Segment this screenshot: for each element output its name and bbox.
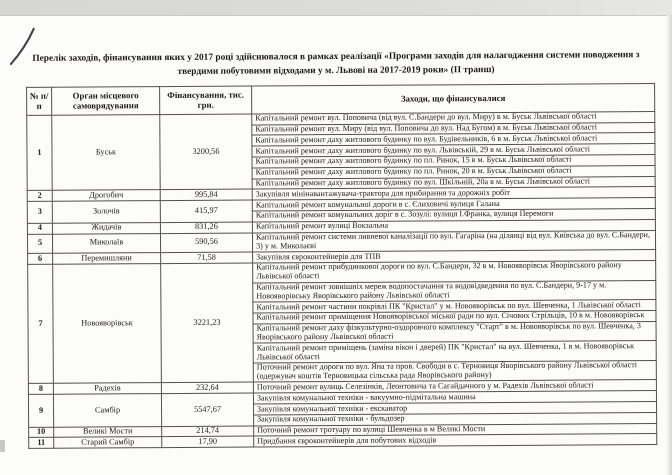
org-name-cell: Самбір	[53, 394, 161, 427]
measure-cell: Капітальний ремонт комунальної дороги в с. Єлиховичі вулиця Галана	[252, 198, 655, 211]
financing-amount-cell: 232,64	[161, 382, 253, 393]
measure-cell: Закупівля комунальної техніки - бульдозер	[254, 412, 657, 425]
measure-cell: Капітальний ремонт приміщень (заміна вікон і дверей) ПК "Кристал" на вул. Шевченка, 1 в м. Новояворівськ Львівської області	[253, 341, 656, 363]
measure-cell: Придбання євроконтейнерів для побутових відходів	[254, 434, 657, 447]
document-title: Перелік заходів, фінансування яких у 2017 році здійснювалося в рамках реалізації «Програми заходів для налагодження системи поводження з твердими побутовими відходами у м. Львові на 2017-2019 роки» (ІІ транш)	[32, 50, 640, 77]
financing-amount-cell: 17,90	[162, 436, 254, 447]
measure-cell: Поточний ремонт тротуару по вулиці Шевченка в м Великі Мости	[254, 423, 657, 436]
org-name-cell: Миколаїв	[52, 233, 160, 253]
financing-amount-cell: 995,84	[160, 189, 252, 200]
measure-cell: Капітальний ремонт даху житлового будинку по вул. Львівській, 29 в м. Буськ Львівської області	[252, 144, 655, 157]
financing-amount-cell: 3200,56	[160, 114, 252, 190]
row-number-cell: 10	[29, 427, 54, 438]
financing-amount-cell: 415,97	[160, 200, 252, 222]
measure-cell: Закупівля євроконтейнерів для ТПВ	[253, 250, 656, 263]
measure-cell: Капітальний ремонт вулиці Вокзальна	[252, 219, 655, 232]
financing-amount-cell: 5547,67	[161, 393, 253, 426]
col-header-org: Орган місцевого самоврядування	[52, 87, 160, 115]
row-number-cell: 5	[27, 234, 52, 254]
measure-cell: Капітальний ремонт системи ливневої каналізації по вул. Гагаріна (на ділянці від вул. Київська до вул. С.Бандери, 3) у м. Миколаєві	[252, 230, 655, 252]
org-name-cell: Старий Самбір	[54, 437, 162, 448]
org-name-cell: Радехів	[53, 383, 161, 394]
col-header-num: № п/п	[27, 87, 52, 115]
org-name-cell: Золочів	[52, 201, 160, 223]
row-number-cell: 6	[28, 253, 53, 264]
financing-amount-cell: 831,26	[160, 222, 252, 233]
financing-amount-cell: 214,74	[162, 426, 254, 437]
row-number-cell: 9	[28, 394, 53, 427]
col-header-financing: Фінансування, тис. грн.	[160, 86, 252, 114]
org-name-cell: Великі Мости	[54, 426, 162, 437]
measure-cell: Капітальний ремонт зовнішніх мереж водопостачання та водовідведення по вул. С.Бандери, 9-17 у м. Новояворівську Яворівського району Львівської області	[253, 280, 656, 302]
measure-cell: Капітальний ремонт частини покрівлі ПК "Кристал" у м. Новояворівськ по вул. Шевченка, 1 Львівської області	[253, 300, 656, 313]
row-number-cell: 7	[28, 264, 54, 384]
table-header-row	[27, 84, 655, 116]
org-name-cell: Перемишляни	[53, 253, 161, 264]
row-number-cell: 1	[27, 115, 52, 191]
measure-cell: Капітальний ремонт даху житлового будинку по вул. Шкільній, 20а в м. Буськ Львівської області	[252, 176, 655, 189]
measure-cell: Закупівля комунальної техніки - вакуумно-підмітальна машина	[253, 391, 656, 404]
org-name-cell: Дрогобич	[52, 190, 160, 201]
row-number-cell: 11	[29, 438, 54, 449]
row-number-cell: 2	[27, 191, 52, 202]
org-name-cell: Новояворівськ	[53, 263, 162, 383]
financing-amount-cell: 71,58	[161, 252, 253, 263]
measure-cell: Закупівля комунальної техніки - екскаватор	[254, 402, 657, 415]
financing-amount-cell: 3221,23	[161, 263, 254, 383]
financing-table	[26, 83, 657, 449]
measure-cell: Закупівля мінінавантажувача-трактора для прибирання та дорожніх робіт	[252, 187, 655, 200]
row-number-cell: 3	[27, 201, 52, 223]
measure-cell: Капітальний ремонт даху житлового будинку по пл. Ринок, 20 в м. Буськ Львівської області	[252, 165, 655, 178]
measure-cell: Поточний ремонт дороги по вул. Яна та пров. Свободи в с. Терновиця Яворівського району Львівської області (одержувач коштів Терновицька сільська рада Яворівського району)	[253, 360, 656, 382]
financing-amount-cell: 590,56	[160, 233, 252, 253]
measure-cell: Капітальний ремонт комунальних доріг в с. Зозулі: вулиця І.Франка, вулиця Перемоги	[252, 208, 655, 221]
measure-cell: Капітальний ремонт даху фізкультурно-оздоровчого комплексу "Старт" в м. Новояворівськ по вул. Шевченка, 3 Яворівського району Львівської області	[253, 321, 656, 343]
col-header-measures: Заходи, що фінансувалися	[252, 84, 655, 114]
measure-cell: Капітальний ремонт даху житлового будинку по вул. Будівельників, 6 в м. Буськ Львівської області	[252, 133, 655, 146]
financing-table-wrapper	[26, 83, 657, 449]
org-name-cell: Буськ	[52, 114, 160, 190]
measure-cell: Капітальний ремонт вул. Миру (від вул. Поповича до вул. Над Бугом) в м. Буськ Львівської області	[252, 122, 655, 135]
measure-cell: Капітальний ремонт вул. Поповича (від вул. С.Бандери до вул. Миру) в м. Буськ Львівської області	[252, 111, 655, 124]
measure-cell: Капітальний ремонт даху житлового будинку по пл. Ринок, 15 в м. Буськ Львівської області	[252, 154, 655, 167]
org-name-cell: Жидачів	[52, 222, 160, 233]
row-number-cell: 8	[28, 384, 53, 395]
row-number-cell: 4	[27, 223, 52, 234]
measure-cell: Поточний ремонт вулиць Селезінків, Леонтовича та Сагайдачного у м. Радехів Львівської області	[253, 380, 656, 393]
measure-cell: Капітальний ремонт приміщення Новояворівської міської ради по вул. Січових Стрільців, 10 в м. Новояворівськ	[253, 310, 656, 323]
measure-cell: Капітальний ремонт прибудинкової дороги по вул. С.Бандери, 32 в м. Новояворівськ Яворівського району Львівської області	[253, 260, 656, 282]
